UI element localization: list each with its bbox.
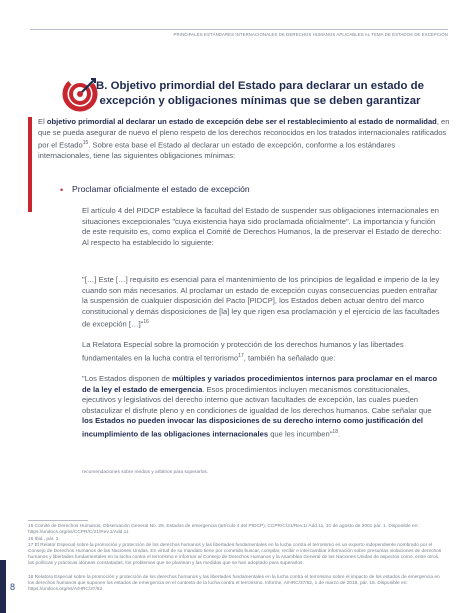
paragraph-rapporteur: La Relatora Especial sobre la promoción y protección de los derechos humanos y las libertades fundamentales en la lucha contra el terrorismo$^{17}$, también ha señalado que: — [82, 340, 404, 363]
footnote-18: 18 Relatora Especial sobre la promoción y protección de los derechos humanos y las libertades fundamentales en la lucha contra el terrorismo sobre el impacto de los estados de emergencia en los derechos humanos que suponen los estados de emergencia en el contexto de la lucha contra el terrorismo. Informe, A/HRC/37/52, 1 de marzo de 2018, pár. 15. Disponible en: https://undocs.org/es/A/HRC/37/52. — [28, 575, 440, 593]
bullet-icon: • — [60, 185, 64, 195]
page-number: 8 — [10, 582, 16, 592]
paragraph-pidcp: El artículo 4 del PIDCP establece la facultad del Estado de suspender sus obligaciones internacionales en situaciones excepcionales "cuya existencia haya sido proclamada oficialmente". La importancia y función de este requisito es, como explica el Comité de Derechos Humanos, la de preservar el Estado de derecho: Al respecto ha establecido lo siguiente: — [82, 206, 442, 247]
page-number-bar — [0, 560, 6, 613]
footnote-rule — [28, 520, 88, 521]
section-title: B. Objetivo primordial del Estado para declarar un estado de excepción y obligaciones mínimas que se deben garantizar — [96, 80, 424, 107]
footnote-15: 15 Comité de Derechos Humanos, Observación General No. 29, Estados de emergencia (artículo 4 del PIDCP), CCPR/C/21/Rev.1/ Add.11, 31 de agosto de 2001 pár. 1. Disponible en: https://undocs.org/es/CCPR/C/21/Rev.1/Add.11 — [28, 524, 419, 536]
quote-committee: "[…] Este […] requisito es esencial para el mantenimiento de los principios de legalidad e imperio de la ley cuando son más necesarios. Al proclamar un estado de excepción cuyas consecuencias pueden entrañar la suspensión de cualquier disposición del Pacto [PIDCP], los Estados deben actuar dentro del marco constitucional y demás disposiciones de [la] ley que rigen esa proclamación y el ejercicio de las facultades de excepción […]"$^{16}$ — [82, 275, 440, 329]
bullet-heading: Proclamar oficialmente el estado de excepción — [72, 184, 250, 194]
target-arrow-icon — [62, 76, 98, 112]
accent-bar — [28, 117, 32, 212]
intro-paragraph: El objetivo primordial al declarar un estado de excepción debe ser el restablecimiento al estado de normalidad, en que se pueda asegurar de nuevo el pleno respeto de los derechos reconocidos en los tratados internacionales ratificados por el Estado$^{15}$. Sobre esta base el Estado al declarar un estado de excepción, conforme a los estándares internacionales, tiene las siguientes obligaciones mínimas: — [38, 117, 450, 161]
footnote-16: 16 Ibid., pár. 2. — [28, 537, 60, 542]
header-rule — [30, 29, 448, 30]
footnote-17: 17 El Relator Especial sobre la promoción y protección de los derechos humanos y las libertades fundamentales en la lucha contra el terrorismo es un experto independiente nombrado por el Consejo de Derechos Humanos de las Naciones Unidas. En virtud de su mandato tiene por cometido buscar, compilar, recibir e intercambiar información sobre presuntas violaciones de derechos humanos y libertades fundamentales en la lucha contra el terrorismo e informar al Consejo de Derechos Humanos y la Asamblea General de las Naciones Unidas de aspectos como, entre otros, las políticas y prácticas idóneas constatadas, los problemas que se plantean y las medidas que se han adoptado para superarlos. — [28, 543, 442, 567]
quote-overflow-text: recomendaciones sobre medios y arbitrios para superarlos. — [82, 470, 209, 475]
quote-rapporteur: "Los Estados disponen de múltiples y variados procedimientos internos para proclamar en el marco de la ley el estado de emergencia. Esos procedimientos incluyen mecanismos constitucionales, ejecutivos y legislativos del derecho interno que activan facultades de excepción, las cuales pueden obstaculizar el disfrute pleno y en condiciones de igualdad de los derechos humanos. Cabe señalar que los Estados no pueden invocar las disposiciones de su derecho interno como justificación del incumplimiento de las obligaciones internacionales que les incumben"$^{18}$. — [82, 374, 438, 439]
running-header: PRINCIPALES ESTÁNDARES INTERNACIONALES DE DERECHOS HUMANOS APLICABLES AL TEMA DE ESTADOS DE EXCEPCIÓN — [173, 32, 448, 37]
